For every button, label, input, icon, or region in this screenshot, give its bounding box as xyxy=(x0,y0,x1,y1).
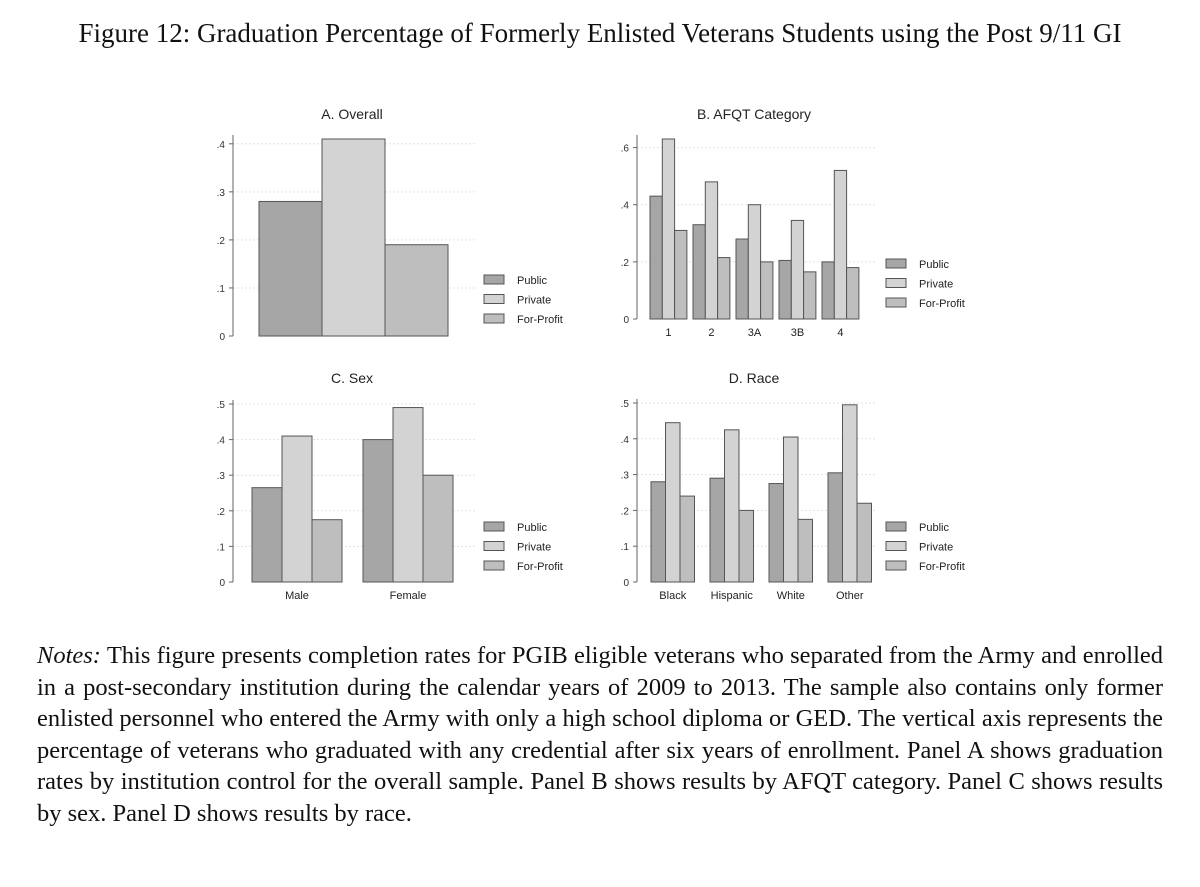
panel-d-bar-forprofit-1 xyxy=(680,496,695,582)
panel-b-legend-key-public xyxy=(886,259,906,268)
figure-title: Figure 12: Graduation Percentage of Formerly Enlisted Veterans Students using the Post 9/11 GI xyxy=(78,18,1122,48)
panel-a-bar-forprofit-1 xyxy=(385,245,448,336)
panel-a-legend-key-forprofit xyxy=(484,314,504,323)
panel-d-ytick-label: .5 xyxy=(620,399,629,410)
panel-d-legend-key-public xyxy=(886,522,906,531)
panel-c-ytick-label: .5 xyxy=(216,400,225,411)
panel-c-ytick-label: .3 xyxy=(216,471,225,483)
panel-d-category-label: Black xyxy=(659,590,687,602)
notes-text: This figure presents completion rates for PGIB eligible veterans who separated from the Army and enrolled in a post-secondary institution during the calendar years of 2009 to 2013. The sample also contains only former enlisted personnel who entered the Army with only a high school diploma or GED. The vertical axis represents the percentage of veterans who graduated with any credential after six years of enrollment. Panel A shows graduation rates by institution control for the overall sample. Panel B shows results by AFQT category. Panel C shows results by sex. Panel D shows results by race. xyxy=(37,642,1163,827)
panel-c-title: C. Sex xyxy=(330,370,374,386)
panel-d-legend-label: For-Profit xyxy=(919,561,965,573)
panel-b-category-label: 3A xyxy=(747,327,762,339)
panel-c-bar-forprofit-2 xyxy=(423,475,453,582)
panel-a-bar-public-1 xyxy=(259,201,322,336)
panel-b-ytick-label: .6 xyxy=(620,143,629,155)
panel-b-legend-label: Public xyxy=(919,259,949,271)
panel-d-legend-key-forprofit xyxy=(886,561,906,570)
panel-b-ytick-label: .4 xyxy=(620,200,629,212)
panel-a-legend-key-private xyxy=(484,295,504,304)
panel-c-ytick-label: .2 xyxy=(216,506,225,518)
panel-d-bar-private-1 xyxy=(666,423,681,582)
panel-d-ytick-label: .4 xyxy=(620,434,629,446)
panel-c-legend-key-forprofit xyxy=(484,561,504,570)
panel-b-bar-forprofit-2 xyxy=(718,258,730,319)
panel-b-title: B. AFQT Category xyxy=(696,106,812,122)
panel-a-bar-private-1 xyxy=(322,139,385,336)
notes-label: Notes: xyxy=(37,642,101,669)
panel-c-bar-private-2 xyxy=(393,408,423,582)
panel-d-category-label: White xyxy=(776,590,805,602)
panel-b-bar-public-1 xyxy=(650,196,662,319)
panel-b-bar-forprofit-3 xyxy=(761,262,773,319)
panel-b-bar-public-5 xyxy=(822,262,834,319)
panel-b-bar-public-2 xyxy=(693,225,705,319)
panel-b-bar-private-1 xyxy=(662,139,674,319)
panel-c-bar-public-1 xyxy=(252,488,282,582)
panel-a-title: A. Overall xyxy=(321,106,383,122)
panel-b-bar-forprofit-5 xyxy=(847,268,859,319)
panel-b-bar-public-3 xyxy=(736,239,748,319)
panel-a-ytick-label: 0 xyxy=(219,332,225,343)
panel-c-legend-key-public xyxy=(484,522,504,531)
panel-a-legend-label: Public xyxy=(517,275,547,287)
panel-d-bar-forprofit-2 xyxy=(739,510,754,582)
panel-a-legend-label: For-Profit xyxy=(517,314,563,326)
panel-b-category-label: 2 xyxy=(708,327,715,339)
panel-c-legend-key-private xyxy=(484,542,504,551)
panel-c-legend-label: Public xyxy=(517,522,547,534)
panel-d-ytick-label: .1 xyxy=(620,542,629,554)
panel-b-ytick-label: 0 xyxy=(623,315,629,326)
panel-d-category-label: Other xyxy=(835,590,864,602)
panel-d-bar-forprofit-3 xyxy=(798,519,813,582)
panel-c-bar-forprofit-1 xyxy=(312,520,342,582)
panel-a-legend-key-public xyxy=(484,275,504,284)
panel-d-ytick-label: .3 xyxy=(620,470,629,482)
panel-c-ytick-label: 0 xyxy=(219,578,225,589)
panel-b-bar-public-4 xyxy=(779,260,791,319)
panel-d-legend-key-private xyxy=(886,542,906,551)
panel-d-legend-label: Private xyxy=(919,541,954,554)
panel-b-bar-private-3 xyxy=(748,205,760,319)
panel-c-category-label: Female xyxy=(389,590,427,602)
panel-c-legend-label: Private xyxy=(517,541,552,554)
panel-a-legend-label: Private xyxy=(517,294,552,307)
panel-b-bar-forprofit-4 xyxy=(804,272,816,319)
panel-a-ytick-label: .4 xyxy=(216,139,225,151)
panel-d-ytick-label: .2 xyxy=(620,506,629,518)
panel-b-category-label: 3B xyxy=(790,327,805,339)
panel-c-ytick-label: .1 xyxy=(216,542,225,554)
panel-d-title: D. Race xyxy=(728,370,780,386)
panel-c-category-label: Male xyxy=(285,590,309,602)
panel-c-bar-private-1 xyxy=(282,436,312,582)
panel-b-legend-key-forprofit xyxy=(886,298,906,307)
panel-b-legend-label: For-Profit xyxy=(919,298,965,310)
panel-a-ytick-label: .2 xyxy=(216,235,225,247)
panel-b-bar-private-2 xyxy=(705,182,717,319)
panel-a-ytick-label: .3 xyxy=(216,187,225,199)
panel-b-bar-private-5 xyxy=(834,170,846,319)
panel-d-bar-public-1 xyxy=(651,482,666,582)
panel-b-legend-label: Private xyxy=(919,278,954,291)
panel-d-ytick-label: 0 xyxy=(623,578,629,589)
panel-b-category-label: 4 xyxy=(837,327,844,339)
figure-notes xyxy=(37,640,1163,830)
panel-c-bar-public-2 xyxy=(363,440,393,582)
panel-d-bar-private-3 xyxy=(784,437,799,582)
panel-d-bar-public-2 xyxy=(710,478,725,582)
panel-d-bar-public-3 xyxy=(769,484,784,582)
panel-d-bar-public-4 xyxy=(828,473,843,582)
panel-d-legend-label: Public xyxy=(919,522,949,534)
panel-c-legend-label: For-Profit xyxy=(517,561,563,573)
panel-c-ytick-label: .4 xyxy=(216,435,225,447)
panel-a-ytick-label: .1 xyxy=(216,283,225,295)
panel-b-legend-key-private xyxy=(886,279,906,288)
panel-b-ytick-label: .2 xyxy=(620,257,629,269)
panel-b-bar-forprofit-1 xyxy=(675,230,687,319)
panel-d-bar-forprofit-4 xyxy=(857,503,872,582)
panel-d-bar-private-2 xyxy=(725,430,740,582)
panel-d-bar-private-4 xyxy=(843,405,858,582)
panel-b-bar-private-4 xyxy=(791,220,803,319)
panel-d-category-label: Hispanic xyxy=(710,590,753,602)
panel-b-category-label: 1 xyxy=(665,327,672,339)
